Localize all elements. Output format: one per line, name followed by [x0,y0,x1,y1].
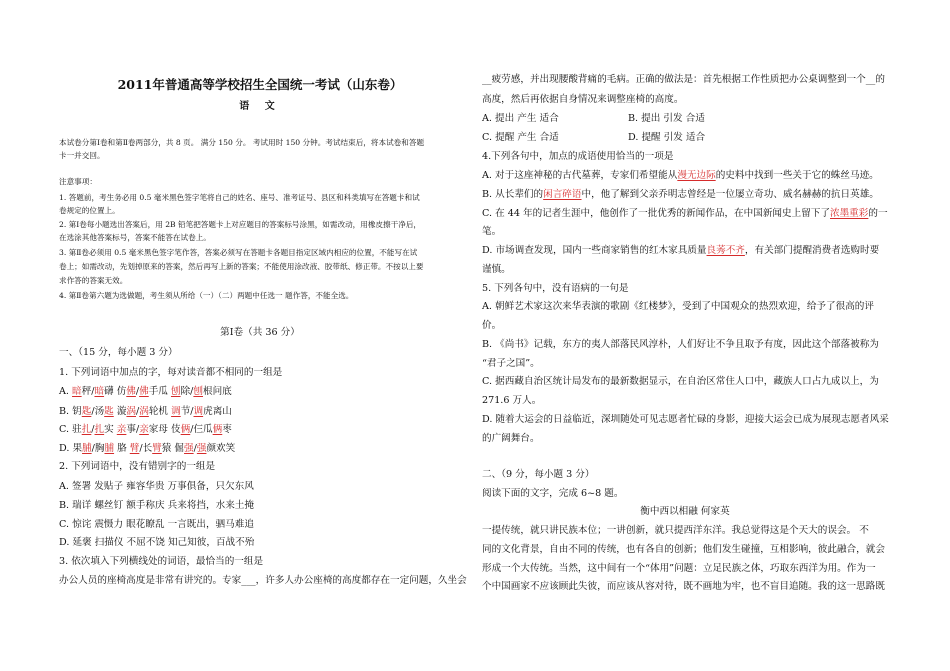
notes-title: 注意事项： [59,177,97,186]
article-line: 个中国画家不应该顾此失彼，而应该从容对待，既不画地为牢，也不盲目追随。我的这一思路既 [482,581,885,592]
intro-line: 卡一并交回。 [59,151,105,160]
text-segment: A. 对于这座神秘的古代墓葬，专家们希望能从 [482,170,678,181]
text-segment: 根问底 [202,386,232,397]
q2-option-b: B. 瑞详 螺丝钉 额手称庆 兵来将挡，水来土掩 [59,500,254,511]
q2-option-d: D. 延褒 扫描仪 不屈不饶 知己知彼，百战不殆 [59,537,255,548]
q3-text: __疲劳感，并出现腰酸背痛的毛病。正确的做法是：首先根据工作性质把办公桌调整到一个__的 [482,74,885,85]
text-segment: 实 [104,424,117,435]
q1-option-b [59,405,232,419]
q4-stem: 4.下列各句中，加点的成语使用恰当的一项是 [482,151,674,162]
option-label: D. [59,443,73,454]
q5-line: 271.6 万人。 [482,395,542,406]
marked-text: 浓墨重彩 [830,208,869,219]
q1-option-a [59,385,232,399]
text-segment: 钥 [72,406,82,417]
q3-option-c: C. 提醒 产生 合适 [482,132,559,143]
subject-title: 语 文 [239,101,281,112]
q2-option-a: A. 签署 发贴子 雍容华贵 万事俱备，只欠东风 [59,481,254,492]
marked-text: 俩 [180,424,191,435]
text-segment: 礴 仿 [104,386,127,397]
text-segment: 秤/ [81,386,95,397]
marked-text: 佛 [139,386,149,397]
marked-text: 调 [171,406,181,417]
text-segment: C. 在 44 年的记者生涯中，他创作了一批优秀的新闻作品，在中国新闻史上留下了 [482,208,830,219]
marked-text: 亲 [116,424,127,435]
text-segment: 轮机 [148,406,172,417]
marked-text: 良莠不齐 [706,245,745,256]
text-segment: 家母 伎 [148,424,181,435]
text-segment: 的一 [868,208,888,219]
option-label: B. [59,406,73,417]
text-segment: / [193,443,197,454]
article-line: 同的文化背景，自由不同的传统，也有各自的创新；他们发生碰撞，互相影响，彼此融合，就会 [482,544,885,555]
q3-option-d: D. 提醒 引发 适合 [628,132,706,143]
q5-line: C. 据西藏自治区统计局发布的最新数据显示，在自治区常住人口中，藏族人口占九成以上，为 [482,376,879,387]
q2-stem: 2. 下列词语中，没有错别字的一组是 [59,461,216,472]
q5-line: B. 《尚书》记载，东方的夷人部落民风淳朴，人们好让不争且取予有度，因此这个部落被称为 [482,339,879,350]
part1-title: 第Ⅰ卷（共 36 分） [220,327,300,338]
note-line: 3. 第Ⅱ卷必须用 0.5 毫米黑色签字笔作答，答案必须写在答题卡各题目指定区域内相应的位置，不能写在试 [59,248,418,257]
article-line: 形成一个大传统。当然，这中间有一个“体用”问题：立足民族之体，巧取东西洋为用。作为一 [482,563,876,574]
q3-option-b: B. 提出 引发 合适 [628,113,705,124]
text-segment: 节/ [180,406,194,417]
marked-text: 调 [193,406,204,417]
marked-text: 刨 [170,386,181,397]
text-segment: /汤 [91,406,105,417]
marked-text: 脯 [82,443,92,454]
marked-text: 刨 [193,386,203,397]
text-segment: /仨瓜 [190,424,213,435]
marked-text: 亲 [139,424,149,435]
q3-option-a: A. 提出 产生 适合 [482,113,559,124]
article-title: 衡中西以相融 何家英 [640,506,730,517]
text-segment: /胸 [91,443,105,454]
text-segment: 事/ [126,424,140,435]
text-segment: 手瓜 [148,386,171,397]
text-segment: D. 市场调查发现，国内一些商家销售的红木家具质量 [482,245,707,256]
text-segment: 的史料中找到一些关于它的蛛丝马迹。 [715,170,879,181]
q4-option-d-cont: 谨慎。 [482,264,511,275]
marked-text: 强 [184,443,194,454]
q4-option-a [482,169,879,183]
option-label: C. [59,424,73,435]
text-segment: 枣 [222,424,232,435]
q4-option-b [482,188,879,202]
section2-instruction: 阅读下面的文字，完成 6~8 题。 [482,488,624,499]
note-line: 求作答的答案无效。 [59,276,128,285]
q4-option-c-cont: 笔。 [482,226,502,237]
text-segment: 猿 倔 [161,443,185,454]
section2-heading: 二、（9 分，每小题 3 分） [482,469,595,480]
marked-text: 脯 [104,443,115,454]
q1-stem: 1. 下列词语中加点的字，每对读音都不相同的一组是 [59,367,283,378]
note-line: 在选涂其他答案标号，答案不能答在试卷上。 [59,233,211,242]
note-line: 卷规定的位置上。 [59,206,120,215]
q5-line: 价。 [482,320,502,331]
q3-text: 高度，然后再依据自身情况来调整座椅的高度。 [482,94,684,105]
text-segment: 虎离山 [203,406,232,417]
q5-stem: 5. 下列各句中，没有语病的一句是 [482,283,629,294]
text-segment: 中，他了解到父亲乔明志曾经是一位屡立奇功、威名赫赫的抗日英雄。 [581,189,879,200]
note-line: 2. 第Ⅰ卷每小题选出答案后，用 2B 铅笔把答题卡上对应题目的答案标号涂黑，如需改动，用橡皮擦干净后， [59,220,422,229]
marked-text: 涡 [139,406,149,417]
q5-line: “君子之国”。 [482,358,540,369]
text-segment: 漩 [113,406,127,417]
q4-option-c [482,207,888,221]
note-line: 卷上；如需改动，先划掉原来的答案，然后再写上新的答案；不能使用涂改液、胶带纸、修正带。不按以上要 [59,262,424,271]
text-segment: 驻 [72,424,82,435]
article-line: 一提传统，就只讲民族本位；一讲创新，就只提西洋东洋。我总觉得这是个天大的误会。 不 [482,525,869,536]
text-segment: B. 从长辈们的 [482,189,544,200]
section1-heading: 一、（15 分，每小题 3 分） [59,347,178,358]
marked-text: 扎 [94,424,105,435]
q5-line: 的广阔舞台。 [482,433,540,444]
text-segment: ，有关部门提醒消费者选购时要 [744,245,880,256]
marked-text: 漫无边际 [677,170,716,181]
marked-text: 暗 [72,386,82,397]
marked-text: 臂 [129,443,140,454]
text-segment: / [136,406,140,417]
marked-text: 涡 [126,406,137,417]
note-line: 4. 第Ⅱ卷第六题为选做题，考生须从所给（一）（二）两题中任选一 题作答，不能全选。 [59,291,354,300]
q4-option-d [482,244,879,258]
q3-text: 办公人员的座椅高度是非常有讲究的。专家___，许多人办公座椅的高度都存在一定问题，久坐会 [59,575,467,586]
text-segment: 颜欢笑 [206,443,236,454]
marked-text: 暗 [94,386,105,397]
q5-line: D. 随着大运会的日益临近，深圳随处可见志愿者忙碌的身影，迎接大运会已成为展现志愿者风采 [482,414,889,425]
marked-text: 臂 [152,443,162,454]
intro-line: 本试卷分第Ⅰ卷和第Ⅱ卷两部分，共 8 页。 满分 150 分。 考试用时 150 分钟。考试结束后，将本试卷和答题 [59,138,425,147]
text-segment: 除/ [180,386,194,397]
q2-option-c: C. 惊诧 震慑力 眼花瞭乱 一言既出，驷马难追 [59,519,254,530]
text-segment: / [91,424,95,435]
q1-option-c [59,423,232,437]
marked-text: 匙 [104,406,114,417]
q1-option-d [59,442,235,456]
marked-text: 俩 [212,424,223,435]
option-label: A. [59,386,73,397]
text-segment: 胳 [114,443,130,454]
text-segment: /长 [139,443,153,454]
text-segment: 果 [72,443,83,454]
q5-line: A. 朝鲜艺术家这次来华表演的歌剧《红楼梦》，受到了中国观众的热烈欢迎，给予了很高的评 [482,301,874,312]
q3-stem: 3. 依次填入下列横线处的词语，最恰当的一组是 [59,556,264,567]
text-segment: / [135,386,140,397]
marked-text: 匙 [81,406,92,417]
note-line: 1. 答题前，考生务必用 0.5 毫米黑色签字笔将自己的姓名、座号、准考证号、县区和科类填写在答题卡和试 [59,193,420,202]
marked-text: 闲言碎语 [543,189,582,200]
page-title: 2011年普通高等学校招生全国统一考试（山东卷） [117,77,403,92]
marked-text: 强 [196,443,207,454]
marked-text: 扎 [81,424,92,435]
marked-text: 佛 [126,386,136,397]
